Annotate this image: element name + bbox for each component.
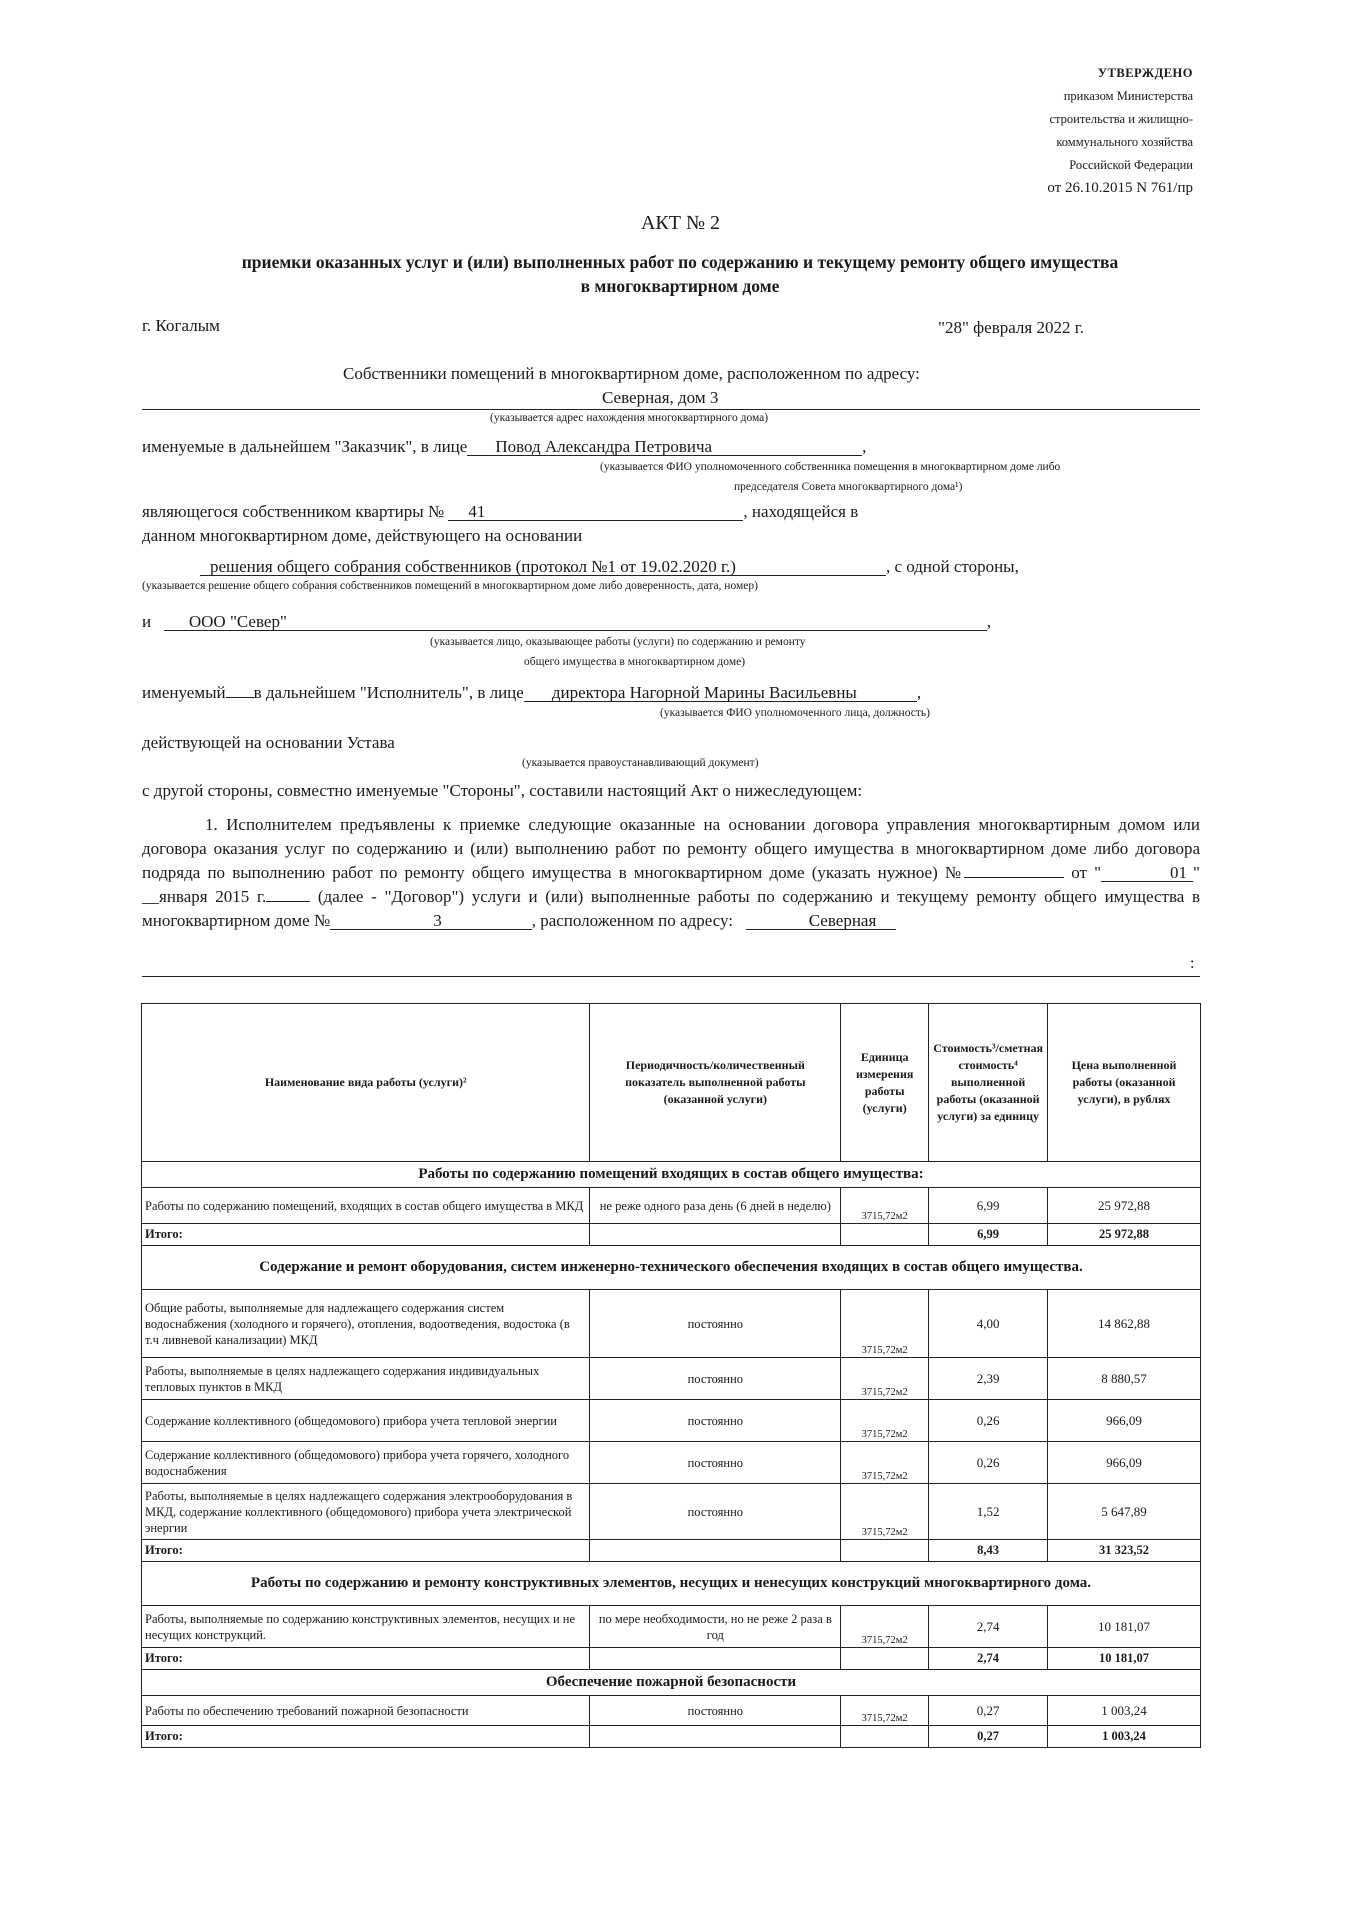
work-name: Работы, выполняемые в целях надлежащего содержания электрооборудования в МКД, содержание коллективного (общедомового) прибора учета электрической энергии (142, 1484, 590, 1540)
work-unit: 3715,72м2 (841, 1696, 929, 1726)
owners-intro: Собственники помещений в многоквартирном доме, расположенном по адресу: (343, 364, 920, 383)
act-subtitle-line: в многоквартирном доме (580, 276, 780, 296)
total-label: Итого: (142, 1540, 590, 1562)
total-empty-cell (590, 1540, 841, 1562)
work-period: постоянно (590, 1696, 841, 1726)
table-row (142, 1484, 1201, 1540)
act-city: г. Когалым (142, 316, 220, 335)
and-prefix: и (142, 612, 152, 631)
act-title: АКТ № 2 (640, 212, 721, 234)
charter-line: действующей на основании Устава (142, 733, 395, 752)
total-row (142, 1648, 1201, 1670)
basis-suffix: , с одной стороны, (885, 557, 1019, 576)
total-row (142, 1540, 1201, 1562)
work-price: 14 862,88 (1048, 1290, 1201, 1358)
customer-note: председателя Совета многоквартирного дома¹) (734, 481, 963, 493)
paragraph-1-text: 1. Исполнителем предъявлены к приемке следующие оказанные на основании договора управления многоквартирным домом или договора оказания услуг по содержанию и (или) выполнению работ по ремонту общего имущества в многоквартирном доме либо договора подряда по выполнению работ по ремонту общего имущества в многоквартирном доме (указать нужное) № (142, 815, 1200, 882)
work-name: Содержание коллективного (общедомового) прибора учета тепловой энергии (142, 1400, 590, 1442)
address-continuation-line (142, 976, 1200, 977)
total-cost: 0,27 (929, 1726, 1048, 1748)
act-date: "28" февраля 2022 г. (938, 318, 1085, 337)
work-name: Работы, выполняемые по содержанию конструктивных элементов, несущих и не несущих конструкций. (142, 1606, 590, 1648)
total-cost: 2,74 (929, 1648, 1048, 1670)
work-unit: 3715,72м2 (841, 1358, 929, 1400)
header-price: Цена выполненной работы (оказанной услуги), в рублях (1048, 1004, 1201, 1162)
total-cost: 8,43 (929, 1540, 1048, 1562)
contractor-note: (указывается лицо, оказывающее работы (услуги) по содержанию и ремонту (430, 636, 806, 648)
work-name: Общие работы, выполняемые для надлежащего содержания систем водоснабжения (холодного и горячего), отопления, водоотведения, водостока (в т.ч ливневой канализации) МКД (142, 1290, 590, 1358)
total-label: Итого: (142, 1224, 590, 1246)
work-period: постоянно (590, 1484, 841, 1540)
table-row (142, 1358, 1201, 1400)
total-empty-cell (590, 1224, 841, 1246)
total-label: Итого: (142, 1726, 590, 1748)
table-row (142, 1606, 1201, 1648)
acting-basis-line: данном многоквартирном доме, действующего на основании (142, 526, 583, 545)
table-header-row (142, 1004, 1201, 1162)
section-title-row (142, 1246, 1201, 1290)
work-unit: 3715,72м2 (841, 1484, 929, 1540)
section-title: Работы по содержанию помещений входящих в состав общего имущества: (142, 1162, 1201, 1188)
total-empty-cell (841, 1726, 929, 1748)
work-period: постоянно (590, 1442, 841, 1484)
header-unit: Единица измерения работы (услуги) (841, 1004, 929, 1162)
approval-line: коммунального хозяйства (1056, 135, 1193, 149)
customer-prefix: именуемые в дальнейшем "Заказчик", в лице (142, 437, 468, 456)
executor-prefix: именуемый (142, 683, 226, 702)
act-subtitle (130, 250, 1230, 298)
total-row (142, 1726, 1201, 1748)
work-price: 966,09 (1048, 1400, 1201, 1442)
other-side-line: с другой стороны, совместно именуемые "Стороны", составили настоящий Акт о нижеследующем: (142, 781, 863, 800)
executor-mid: в дальнейшем "Исполнитель", в лице (253, 683, 524, 702)
header-period: Периодичность/количественный показатель выполненной работы (оказанной услуги) (590, 1004, 841, 1162)
work-price: 1 003,24 (1048, 1696, 1201, 1726)
address-note: (указывается адрес нахождения многоквартирного дома) (490, 412, 769, 424)
owner-prefix: являющегося собственником квартиры № (142, 502, 445, 521)
executor-blank (226, 697, 254, 698)
work-name: Содержание коллективного (общедомового) прибора учета горячего, холодного водоснабжения (142, 1442, 590, 1484)
customer-representative: Повод Александра Петровича (467, 438, 862, 456)
section-title: Работы по содержанию и ремонту конструктивных элементов, несущих и ненесущих конструкций многоквартирного дома. (142, 1562, 1201, 1606)
work-period: по мере необходимости, но не реже 2 раза в год (590, 1606, 841, 1648)
contract-number-blank (964, 877, 1064, 878)
work-price: 10 181,07 (1048, 1606, 1201, 1648)
table-row (142, 1400, 1201, 1442)
paragraph-1 (142, 813, 1200, 933)
total-price: 10 181,07 (1048, 1648, 1201, 1670)
total-empty-cell (590, 1648, 841, 1670)
contract-month-year: " __января 2015 г. (142, 863, 1200, 906)
contractor-line (142, 612, 991, 632)
work-name: Работы по содержанию помещений, входящих в состав общего имущества в МКД (142, 1188, 590, 1224)
approval-line: Российской Федерации (1069, 158, 1193, 172)
work-period: постоянно (590, 1400, 841, 1442)
total-price: 1 003,24 (1048, 1726, 1201, 1748)
executor-note: (указывается ФИО уполномоченного лица, должность) (660, 707, 930, 719)
act-subtitle-line: приемки оказанных услуг и (или) выполненных работ по содержанию и текущему ремонту общего имущества (241, 252, 1119, 272)
owner-line (142, 502, 858, 522)
approval-order-date: от 26.10.2015 N 761/пр (1047, 180, 1193, 196)
customer-line (142, 437, 866, 457)
total-empty-cell (841, 1648, 929, 1670)
work-price: 966,09 (1048, 1442, 1201, 1484)
work-price: 8 880,57 (1048, 1358, 1201, 1400)
work-price: 5 647,89 (1048, 1484, 1201, 1540)
work-cost: 0,27 (929, 1696, 1048, 1726)
approval-line: строительства и жилищно- (1049, 112, 1193, 126)
section-title-row (142, 1670, 1201, 1696)
total-empty-cell (841, 1224, 929, 1246)
house-address: Северная, дом 3 (602, 388, 719, 407)
work-period: постоянно (590, 1290, 841, 1358)
contract-dogovor: (далее - "Договор") услуги и (или) выполненные работы по содержанию и текущему ремонту общего имущества в многоквартирном доме № (142, 887, 1201, 930)
total-cost: 6,99 (929, 1224, 1048, 1246)
basis-document: решения общего собрания собственников (протокол №1 от 19.02.2020 г.) (200, 558, 886, 576)
customer-note: (указывается ФИО уполномоченного собственника помещения в многоквартирном доме либо (600, 461, 1061, 473)
contractor-name: ООО "Север" (164, 613, 987, 631)
basis-line (200, 557, 1019, 577)
table-row (142, 1188, 1201, 1224)
approval-heading: УТВЕРЖДЕНО (1097, 66, 1193, 80)
basis-note: (указывается решение общего собрания собственников помещений в многоквартирном доме либо доверенность, дата, номер) (142, 580, 758, 592)
work-unit: 3715,72м2 (841, 1290, 929, 1358)
total-empty-cell (841, 1540, 929, 1562)
work-cost: 1,52 (929, 1484, 1048, 1540)
apartment-number: 41 (448, 503, 743, 521)
total-empty-cell (590, 1726, 841, 1748)
work-unit: 3715,72м2 (841, 1188, 929, 1224)
header-name: Наименование вида работы (услуги)² (142, 1004, 590, 1162)
owner-suffix: , находящейся в (743, 502, 859, 521)
table-row (142, 1290, 1201, 1358)
contractor-suffix: , (986, 612, 992, 631)
work-cost: 0,26 (929, 1400, 1048, 1442)
total-row (142, 1224, 1201, 1246)
table-row (142, 1696, 1201, 1726)
total-price: 31 323,52 (1048, 1540, 1201, 1562)
executor-line (142, 683, 921, 703)
section-title-row (142, 1162, 1201, 1188)
executor-suffix: , (916, 683, 922, 702)
work-cost: 6,99 (929, 1188, 1048, 1224)
address-colon: : (1190, 955, 1195, 972)
work-price: 25 972,88 (1048, 1188, 1201, 1224)
section-title-row (142, 1562, 1201, 1606)
works-table (141, 1003, 1201, 1748)
work-period: постоянно (590, 1358, 841, 1400)
work-unit: 3715,72м2 (841, 1606, 929, 1648)
work-cost: 0,26 (929, 1442, 1048, 1484)
located-text: , расположенном по (531, 911, 676, 930)
section-title: Содержание и ремонт оборудования, систем инженерно-технического обеспечения входящих в состав общего имущества. (142, 1246, 1201, 1290)
approval-stamp (1047, 62, 1193, 200)
header-cost: Стоимость³/сметная стоимость⁴ выполненной работы (оказанной услуги) за единицу (929, 1004, 1048, 1162)
address-underline (142, 409, 1200, 410)
works-table-body (142, 1004, 1201, 1748)
approval-line: приказом Министерства (1063, 89, 1193, 103)
street-name: Северная (746, 912, 897, 930)
work-unit: 3715,72м2 (841, 1400, 929, 1442)
table-row (142, 1442, 1201, 1484)
contractor-note: общего имущества в многоквартирном доме) (524, 656, 746, 668)
address-label: адресу: (680, 911, 734, 930)
section-title: Обеспечение пожарной безопасности (142, 1670, 1201, 1696)
contract-year-blank (266, 901, 310, 902)
customer-suffix: , (862, 437, 867, 456)
work-name: Работы по обеспечению требований пожарной безопасности (142, 1696, 590, 1726)
work-cost: 2,74 (929, 1606, 1048, 1648)
work-period: не реже одного раза день (6 дней в неделю) (590, 1188, 841, 1224)
contract-from: от " (1071, 863, 1102, 882)
contract-day: 01 (1101, 864, 1193, 882)
charter-note: (указывается правоустанавливающий документ) (522, 757, 759, 769)
executor-representative: директора Нагорной Марины Васильевны (524, 684, 917, 702)
house-number: 3 (330, 912, 532, 930)
work-cost: 2,39 (929, 1358, 1048, 1400)
total-price: 25 972,88 (1048, 1224, 1201, 1246)
work-unit: 3715,72м2 (841, 1442, 929, 1484)
total-label: Итого: (142, 1648, 590, 1670)
work-cost: 4,00 (929, 1290, 1048, 1358)
work-name: Работы, выполняемые в целях надлежащего содержания индивидуальных тепловых пунктов в МКД (142, 1358, 590, 1400)
